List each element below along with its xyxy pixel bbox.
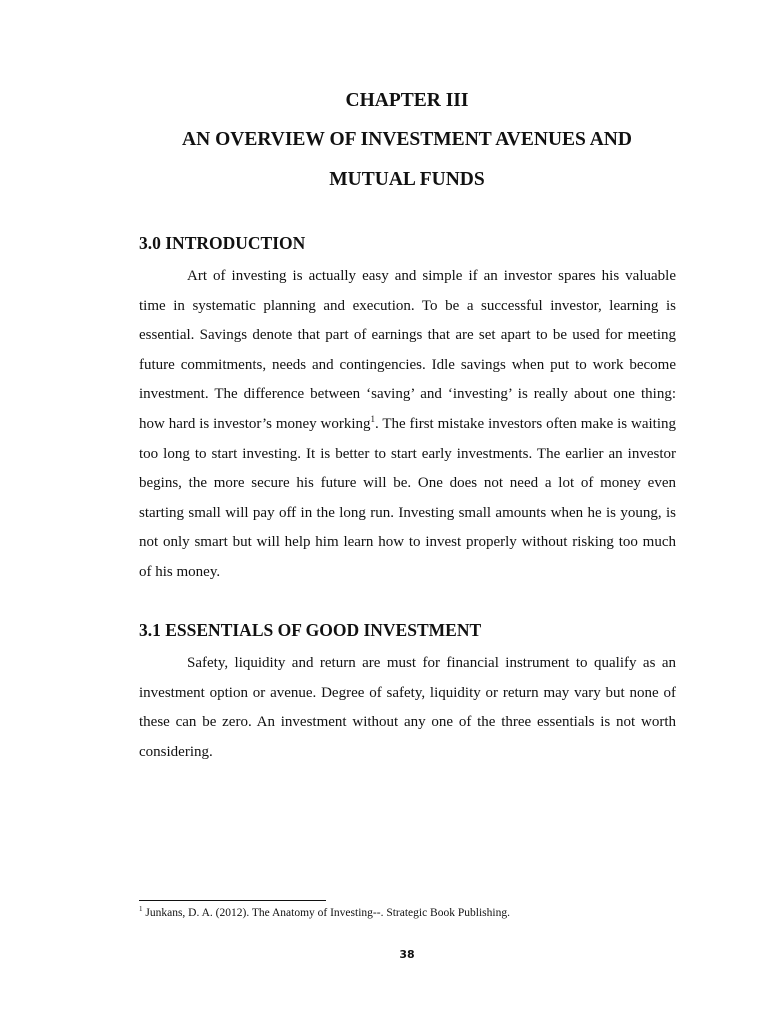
essentials-paragraph: Safety, liquidity and return are must for financial instrument to qualify as an investment option or avenue. Degree of safety, liquidity or return may vary but none of these can be zero. An investment without any one of the three essentials is not worth considering. (139, 655, 676, 760)
footnote-text: Junkans, D. A. (2012). The Anatomy of Investing--. Strategic Book Publishing. (142, 907, 510, 919)
footnote-separator (139, 900, 326, 901)
introduction-paragraph (139, 262, 676, 588)
introduction-text-part-2: . The first mistake investors often make is waiting too long to start investing. It is better to start early investments. The earlier an investor begins, the more secure his future will be. One does not need a lot of money even starting small will pay off in the long run. Investing small amounts when he is young, is not only smart but will help him learn how to invest properly without risking too much of his money. (139, 415, 676, 580)
chapter-number: CHAPTER III (345, 90, 469, 111)
chapter-title-line-2: MUTUAL FUNDS (329, 169, 485, 190)
introduction-text-part-1: Art of investing is actually easy and simple if an investor spares his valuable time in systematic planning and execution. To be a successful investor, learning is essential. Savings denote that part of earnings that are set apart to be used for meeting future commitments, needs and contingencies. Idle savings when put to work become investment. The difference between ‘saving’ and ‘investing’ is really about one thing: how hard is investor’s money working (139, 268, 676, 432)
footnote (139, 907, 510, 921)
footnote-reference: 1 (370, 413, 376, 424)
section-heading-essentials: 3.1 ESSENTIALS OF GOOD INVESTMENT (139, 620, 482, 640)
section-heading-introduction: 3.0 INTRODUCTION (139, 233, 306, 253)
chapter-title-line-1: AN OVERVIEW OF INVESTMENT AVENUES AND (182, 129, 632, 150)
page-number: 38 (399, 948, 415, 961)
footnote-marker: 1 (139, 905, 143, 914)
